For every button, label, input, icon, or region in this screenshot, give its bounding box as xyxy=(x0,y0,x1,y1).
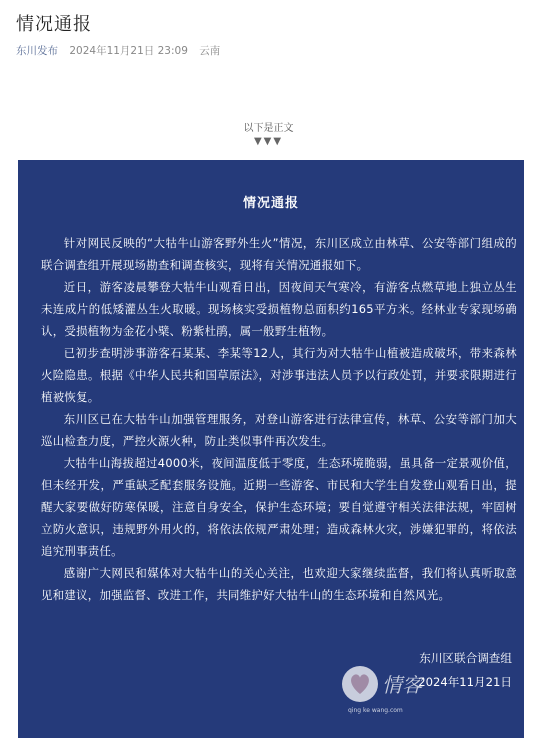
article-source-link[interactable]: 东川发布 xyxy=(16,45,58,57)
svg-text:情客: 情客 xyxy=(382,673,422,697)
down-arrows-icon: ▼▼▼ xyxy=(253,136,284,147)
notice-paragraph: 大牯牛山海拔超过4000米，夜间温度低于零度，生态环境脆弱，虽具备一定景观价值，但未经开发，严重缺乏配套服务设施。近期一些游客、市民和大学生自发登山观看日出，提醒大家要做好防寒保暖，注意自身安全，保护生态环境；要自觉遵守相关法律法规，牢固树立防火意识，违规野外用火的，将依法依规严肃处理；造成森林火灾，涉嫌犯罪的，将依法追究刑事责任。 xyxy=(41,456,517,558)
notice-paragraph: 近日，游客凌晨攀登大牯牛山观看日出，因夜间天气寒冷，有游客点燃草地上独立丛生未连成片的低矮灌丛生火取暖。现场核实受损植物总面积约165平方米。经林业专家现场确认，受损植物为金花小檗、粉紫杜鹃，属一般野生植物。 xyxy=(41,280,517,338)
notice-paragraph: 已初步查明涉事游客石某某、李某等12人，其行为对大牯牛山植被造成破坏，带来森林火险隐患。根据《中华人民共和国草原法》，对涉事违法人员予以行政处罚，并要求限期进行植被恢复。 xyxy=(41,346,517,404)
svg-text:qing ke wang.com: qing ke wang.com xyxy=(348,707,403,714)
body-start-label: 以下是正文 xyxy=(243,123,294,134)
article-date: 2024年11月21日 23:09 xyxy=(69,45,188,57)
notice-title: 情况通报 xyxy=(242,196,299,211)
notice-paragraph: 感谢广大网民和媒体对大牯牛山的关心关注，也欢迎大家继续监督，我们将认真听取意见和建议，加强监督、改进工作，共同维护好大牯牛山的生态环境和自然风光。 xyxy=(41,566,517,602)
notice-signature: 东川区联合调查组 xyxy=(419,651,512,665)
watermark-logo xyxy=(338,660,438,716)
article-location: 云南 xyxy=(199,45,221,57)
article-title: 情况通报 xyxy=(16,14,92,35)
notice-signature-date: 2024年11月21日 xyxy=(418,675,512,689)
notice-paragraph: 东川区已在大牯牛山加强管理服务，对登山游客进行法律宣传，林草、公安等部门加大巡山检查力度，严控火源火种，防止类似事件再次发生。 xyxy=(41,412,517,448)
notice-paragraph: 针对网民反映的“大牯牛山游客野外生火”情况，东川区成立由林草、公安等部门组成的联合调查组开展现场勘查和调查核实，现将有关情况通报如下。 xyxy=(41,236,517,272)
notice-body xyxy=(41,232,517,606)
notice-panel xyxy=(18,160,524,738)
article-meta xyxy=(16,43,220,58)
